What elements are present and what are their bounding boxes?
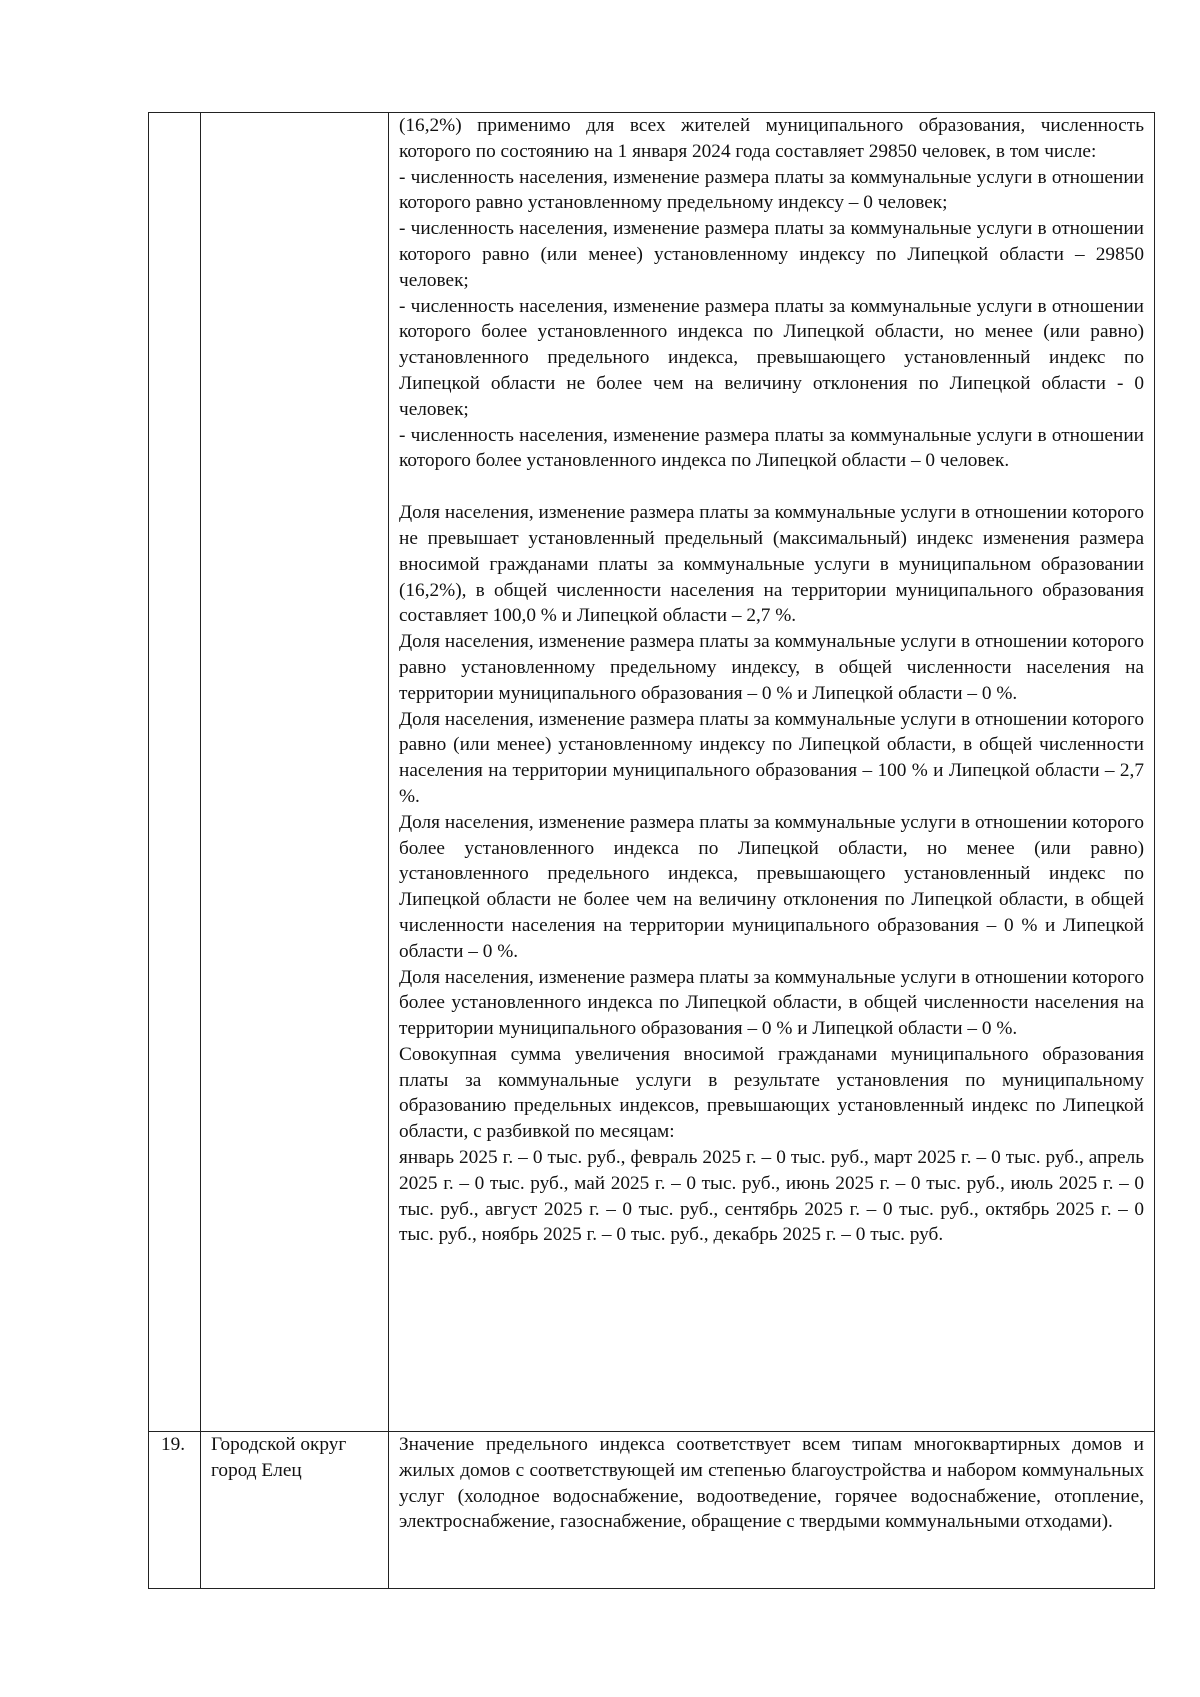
- paragraph: Совокупная сумма увеличения вносимой гражданами муниципального образования платы за коммунальные услуги в результате установления по муниципальному образованию предельных индексов, превышающих установленный индекс по Липецкой области, с разбивкой по месяцам:: [399, 1043, 1144, 1143]
- row-number-cell: [149, 113, 201, 1432]
- paragraph: Значение предельного индекса соответствует всем типам многоквартирных домов и жилых домов с соответствующей им степенью благоустройства и набором коммунальных услуг (холодное водоснабжение, водоотведение, горячее водоснабжение, отопление, электроснабжение, газоснабжение, обращение с твердыми коммунальными отходами).: [399, 1434, 1144, 1533]
- paragraph: Доля населения, изменение размера платы за коммунальные услуги в отношении которого равно установленному предельному индексу, в общей численности населения на территории муниципального образования – 0 % и Липецкой области – 0 %.: [399, 631, 1144, 704]
- paragraph: Доля населения, изменение размера платы за коммунальные услуги в отношении которого более установленного индекса по Липецкой области, в общей численности населения на территории муниципального образования – 0 % и Липецкой области – 0 %.: [399, 966, 1144, 1040]
- paragraph: Доля населения, изменение размера платы за коммунальные услуги в отношении которого равно (или менее) установленному индексу по Липецкой области, в общей численности населения на территории муниципального образования – 100 % и Липецкой области – 2,7 %.: [399, 708, 1144, 807]
- paragraph: (16,2%) применимо для всех жителей муниципального образования, численность которого по состоянию на 1 января 2024 года составляет 29850 человек, в том числе:: [399, 115, 1144, 162]
- municipality-cell: [201, 113, 389, 1432]
- row-number-cell: 19.: [149, 1432, 201, 1589]
- table-row: [149, 113, 1155, 1432]
- spacer: [399, 474, 1144, 500]
- paragraph: - численность населения, изменение размера платы за коммунальные услуги в отношении которого более установленного индекса по Липецкой области – 0 человек.: [399, 424, 1144, 472]
- description-cell: [389, 113, 1155, 1432]
- paragraph: - численность населения, изменение размера платы за коммунальные услуги в отношении которого более установленного индекса по Липецкой области, но менее (или равно) установленного предельного индекса, превышающего установленный индекс по Липецкой области не более чем на величину отклонения по Липецкой области - 0 человек;: [399, 295, 1144, 420]
- paragraph: январь 2025 г. – 0 тыс. руб., февраль 2025 г. – 0 тыс. руб., март 2025 г. – 0 тыс. руб., апрель 2025 г. – 0 тыс. руб., май 2025 г. – 0 тыс. руб., июнь 2025 г. – 0 тыс. руб., июль 2025 г. – 0 тыс. руб., август 2025 г. – 0 тыс. руб., сентябрь 2025 г. – 0 тыс. руб., октябрь 2025 г. – 0 тыс. руб., ноябрь 2025 г. – 0 тыс. руб., декабрь 2025 г. – 0 тыс. руб.: [399, 1147, 1144, 1246]
- municipality-cell: Городской округ город Елец: [201, 1432, 389, 1589]
- paragraph: Доля населения, изменение размера платы за коммунальные услуги в отношении которого не превышает установленный предельный (максимальный) индекс изменения размера вносимой гражданами платы за коммунальные услуги в муниципальном образовании (16,2%), в общей численности населения на территории муниципального образования составляет 100,0 % и Липецкой области – 2,7 %.: [399, 502, 1144, 627]
- paragraph: - численность населения, изменение размера платы за коммунальные услуги в отношении которого равно (или менее) установленному индексу по Липецкой области – 29850 человек;: [399, 218, 1144, 291]
- description-cell: [389, 1432, 1155, 1589]
- paragraph: Доля населения, изменение размера платы за коммунальные услуги в отношении которого более установленного индекса по Липецкой области, но менее (или равно) установленного предельного индекса, превышающего установленный индекс по Липецкой области не более чем на величину отклонения по Липецкой области, в общей численности населения на территории муниципального образования – 0 % и Липецкой области – 0 %.: [399, 811, 1144, 962]
- indices-table: [148, 112, 1155, 1589]
- table-row: [149, 1432, 1155, 1589]
- paragraph: - численность населения, изменение размера платы за коммунальные услуги в отношении которого равно установленному предельному индексу – 0 человек;: [399, 166, 1144, 214]
